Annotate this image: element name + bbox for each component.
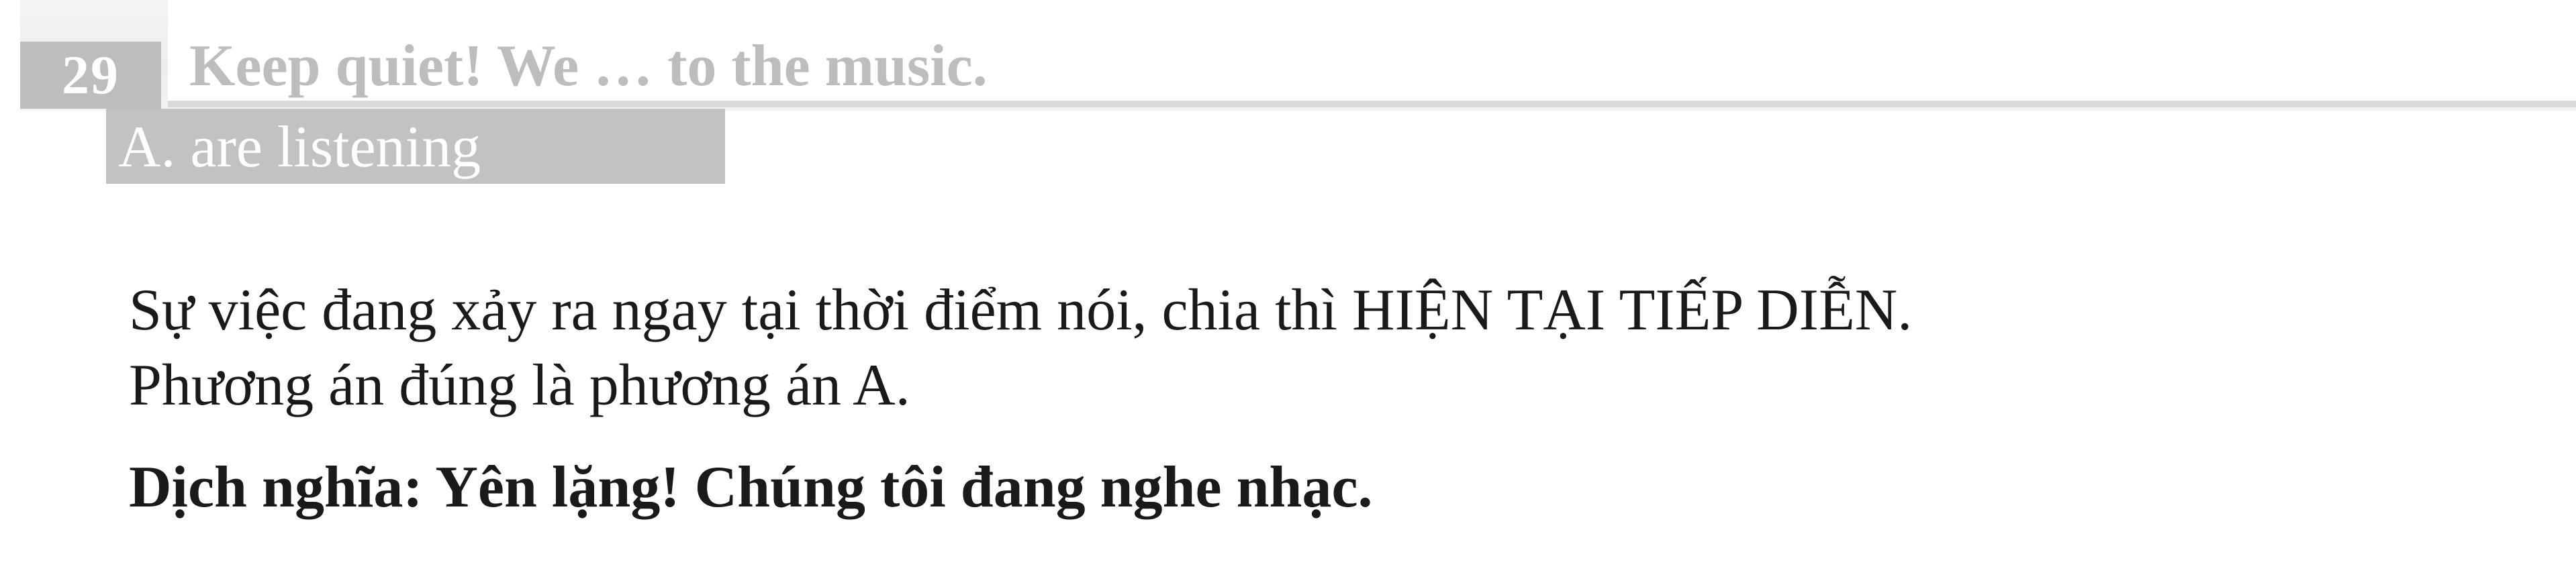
explanation-line-2: Phương án đúng là phương án A. [129, 353, 910, 418]
question-text: Keep quiet! We … to the music. [189, 34, 988, 99]
question-number: 29 [62, 44, 120, 105]
translation-text: Dịch nghĩa: Yên lặng! Chúng tôi đang nghe nhạc. [129, 455, 1373, 520]
explanation-line-1: Sự việc đang xảy ra ngay tại thời điểm nói, chia thì HIỆN TẠI TIẾP DIỄN. [129, 278, 1913, 343]
answer-text: A. are listening [118, 115, 481, 180]
